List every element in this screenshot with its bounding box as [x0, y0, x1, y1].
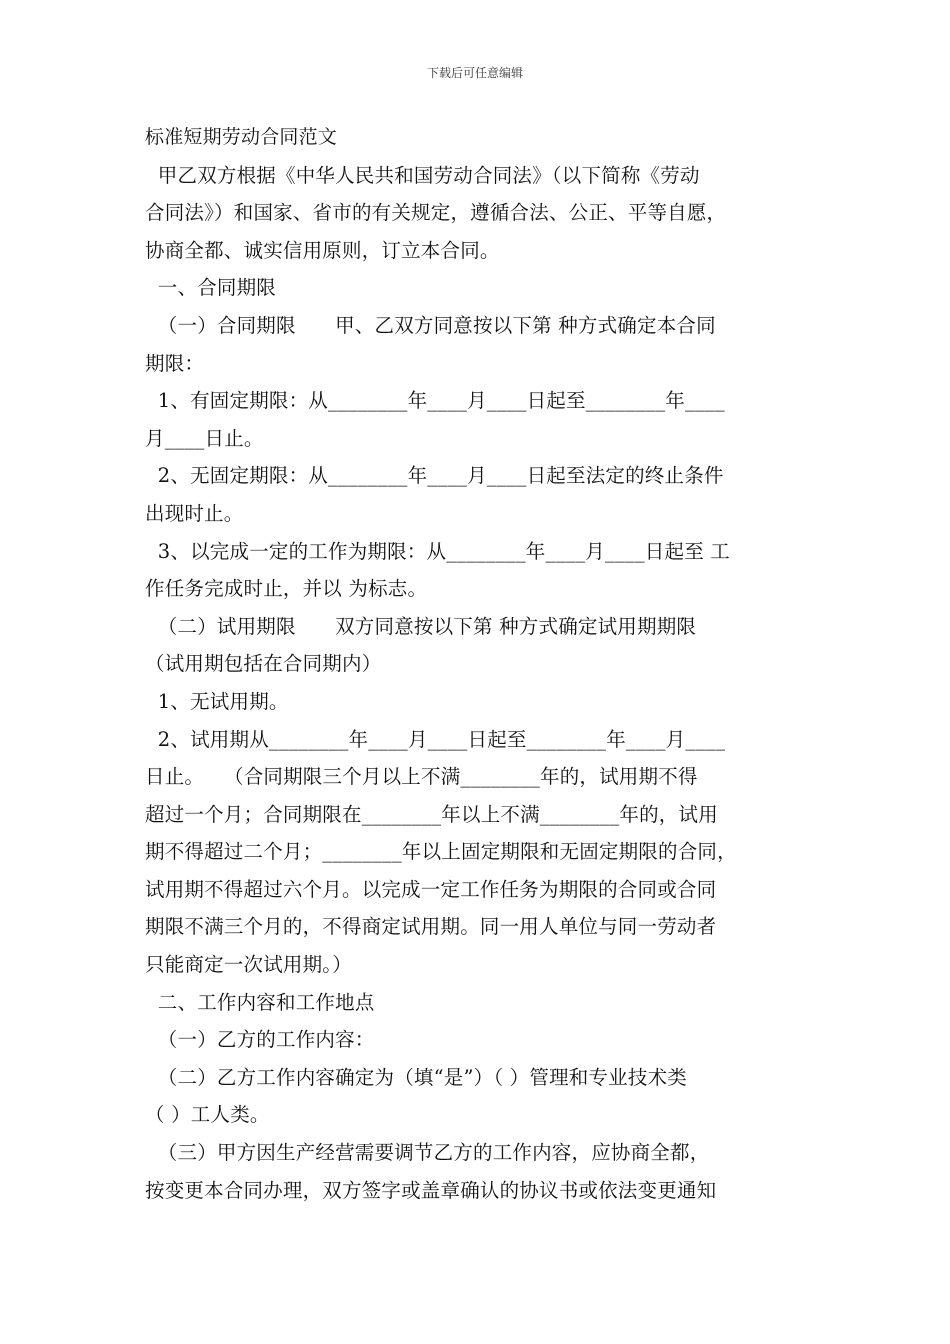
paragraph-line: 按变更本合同办理，双方签字或盖章确认的协议书或依法变更通知 [145, 1178, 717, 1202]
paragraph-line: （一）乙方的工作内容： [145, 1028, 375, 1052]
paragraph-line: 协商全都、诚实信用原则，订立本合同。 [145, 238, 500, 262]
paragraph-line: 1、有固定期限：从________年____月____日起至________年____ [145, 389, 725, 413]
paragraph-line: 只能商定一次试用期。） [145, 953, 352, 977]
document-body [145, 119, 810, 1209]
paragraph-line: 期不得超过二个月；________年以上固定期限和无固定期限的合同， [145, 840, 737, 864]
paragraph-line: 期限： [145, 351, 205, 375]
paragraph-line: （二）试用期限 双方同意按以下第 种方式确定试用期期限 [145, 614, 697, 638]
paragraph-line: （试用期包括在合同期内） [145, 652, 382, 676]
paragraph-line: 2、无固定期限：从________年____月____日起至法定的终止条件 [145, 464, 724, 488]
section-heading: 一、合同期限 [145, 276, 276, 300]
paragraph-line: 甲乙双方根据《中华人民共和国劳动合同法》（以下简称《劳动 [145, 163, 700, 187]
paragraph-line: （ ）工人类。 [145, 1103, 270, 1127]
paragraph-line: 2、试用期从________年____月____日起至________年____月____ [145, 727, 726, 751]
paragraph-line: 月____日止。 [145, 426, 264, 450]
page-header-note: 下载后可任意编辑 [426, 66, 523, 80]
paragraph-line: 作任务完成时止，并以 为标志。 [145, 577, 428, 601]
paragraph-line: （二）乙方工作内容确定为（填“是”）（ ）管理和专业技术类 [145, 1065, 687, 1089]
paragraph-line: 合同法》）和国家、省市的有关规定，遵循合法、公正、平等自愿， [145, 201, 727, 225]
paragraph-line: 3、以完成一定的工作为期限：从________年____月____日起至 工 [145, 539, 731, 563]
paragraph-line: 出现时止。 [145, 501, 244, 525]
paragraph-line: 超过一个月；合同期限在________年以上不满________年的，试用 [145, 802, 718, 826]
document-title: 标准短期劳动合同范文 [145, 126, 338, 148]
paragraph-line: （一）合同期限 甲、乙双方同意按以下第 种方式确定本合同 [145, 313, 716, 337]
paragraph-line: 期限不满三个月的，不得商定试用期。同一用人单位与同一劳动者 [145, 915, 717, 939]
paragraph-line: 日止。 （合同期限三个月以上不满________年的，试用期不得 [145, 765, 698, 789]
paragraph-line: 试用期不得超过六个月。以完成一定工作任务为期限的合同或合同 [145, 877, 717, 901]
paragraph-line: 1、无试用期。 [145, 689, 289, 713]
paragraph-line: （三）甲方因生产经营需要调节乙方的工作内容，应协商全都， [145, 1141, 710, 1165]
section-heading: 二、工作内容和工作地点 [145, 990, 375, 1014]
